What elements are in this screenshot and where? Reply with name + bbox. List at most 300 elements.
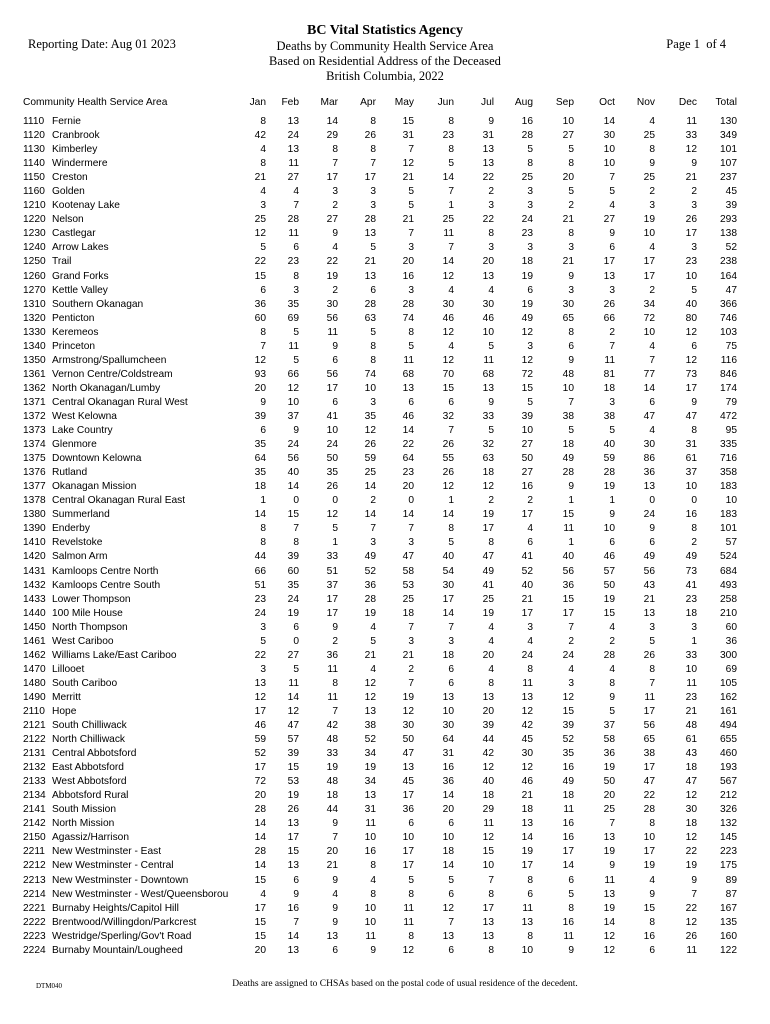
chsa-code: 1350 [23,354,46,366]
month-count: 9 [568,944,574,956]
month-count: 17 [685,382,697,394]
month-count: 9 [488,116,494,127]
month-count: 23 [685,593,697,605]
month-count: 12 [685,790,697,802]
month-count: 80 [685,312,697,324]
month-count: 6 [370,284,376,296]
chsa-name: Okanagan Mission [52,481,137,493]
month-count: 25 [364,467,376,479]
row-total: 237 [720,172,737,184]
month-count: 19 [643,860,655,872]
month-count: 9 [649,158,655,170]
month-count: 36 [643,467,655,479]
month-count: 8 [568,158,574,170]
month-count: 6 [609,537,615,549]
month-count: 33 [685,130,697,142]
month-count: 39 [521,410,533,422]
month-count: 1 [568,495,574,507]
month-count: 2 [408,663,414,675]
month-count: 11 [288,677,299,689]
month-count: 14 [254,509,266,521]
chsa-name: Glenmore [52,439,97,451]
row-total: 366 [720,298,737,310]
month-count: 3 [527,242,533,254]
month-count: 56 [643,720,655,732]
month-count: 4 [370,663,376,675]
month-count: 37 [685,467,697,479]
month-count: 4 [609,200,615,212]
month-count: 10 [685,481,697,493]
month-count: 0 [293,495,299,507]
month-count: 66 [603,312,615,324]
chsa-code: 1431 [23,565,46,577]
month-count: 11 [563,930,574,942]
month-count: 13 [364,270,376,282]
month-count: 5 [260,242,266,254]
month-count: 25 [603,804,615,816]
month-count: 68 [482,368,494,380]
row-total: 10 [725,495,737,507]
column-header: Oct [599,97,615,108]
month-count: 38 [603,410,615,422]
month-count: 39 [287,748,299,760]
month-count: 43 [685,748,697,760]
month-count: 8 [370,144,376,156]
month-count: 23 [287,256,299,268]
month-count: 4 [370,621,376,633]
month-count: 4 [649,340,655,352]
month-count: 7 [293,916,299,928]
month-count: 56 [326,368,338,380]
chsa-name: North Thompson [52,621,128,633]
month-count: 1 [568,537,574,549]
month-count: 7 [370,523,376,535]
month-count: 73 [685,368,697,380]
month-count: 0 [691,495,697,507]
chsa-code: 1320 [23,312,46,324]
month-count: 3 [488,200,494,212]
chsa-code: 1380 [23,509,46,521]
month-count: 9 [568,481,574,493]
month-count: 38 [643,748,655,760]
row-total: 494 [720,720,737,732]
month-count: 3 [649,200,655,212]
reporting-date: Reporting Date: Aug 01 2023 [28,37,176,51]
month-count: 8 [260,523,266,535]
month-count: 26 [287,804,299,816]
month-count: 30 [482,298,494,310]
month-count: 30 [562,298,574,310]
row-total: 175 [720,860,737,872]
month-count: 5 [408,340,414,352]
month-count: 21 [364,256,376,268]
month-count: 19 [521,846,533,858]
month-count: 16 [442,762,454,774]
row-total: 684 [720,565,737,577]
chsa-code: 1420 [23,551,46,563]
month-count: 8 [488,888,494,900]
month-count: 64 [254,453,266,465]
month-count: 69 [287,312,299,324]
chsa-name: Lower Thompson [52,593,131,605]
chsa-name: Creston [52,172,88,184]
month-count: 23 [685,256,697,268]
chsa-name: Kamloops Centre South [52,579,161,591]
row-total: 212 [720,790,737,802]
month-count: 18 [442,649,454,661]
month-count: 9 [293,888,299,900]
chsa-name: Princeton [52,340,96,352]
month-count: 19 [521,270,533,282]
month-count: 7 [408,677,414,689]
row-total: 89 [725,874,737,886]
month-count: 17 [643,762,655,774]
month-count: 5 [448,158,454,170]
month-count: 50 [326,453,338,465]
month-count: 27 [521,467,533,479]
chsa-name: Abbotsford Rural [52,790,129,802]
month-count: 10 [442,705,454,717]
month-count: 7 [448,916,454,928]
chsa-name: Agassiz/Harrison [52,832,129,844]
row-total: 122 [720,944,737,956]
month-count: 13 [482,144,494,156]
footer-note: Deaths are assigned to CHSAs based on the postal code of usual residence of the decedent. [232,979,578,989]
month-count: 17 [326,172,338,184]
month-count: 14 [287,691,299,703]
chsa-name: Windermere [52,158,108,170]
month-count: 17 [326,593,338,605]
month-count: 7 [649,677,655,689]
month-count: 46 [254,720,266,732]
month-count: 7 [448,242,454,254]
row-total: 161 [720,705,737,717]
month-count: 4 [488,663,494,675]
month-count: 54 [442,565,454,577]
chsa-code: 1220 [23,214,46,226]
month-count: 8 [649,818,655,830]
month-count: 14 [287,930,299,942]
month-count: 35 [326,467,338,479]
row-total: 101 [720,144,737,156]
month-count: 3 [527,186,533,198]
month-count: 20 [482,649,494,661]
month-count: 14 [254,832,266,844]
month-count: 7 [408,144,414,156]
month-count: 9 [370,944,376,956]
month-count: 19 [326,270,338,282]
month-count: 43 [643,579,655,591]
month-count: 19 [603,481,615,493]
month-count: 46 [521,776,533,788]
chsa-code: 2133 [23,776,46,788]
month-count: 18 [562,790,574,802]
month-count: 66 [254,565,266,577]
chsa-code: 1373 [23,425,46,437]
month-count: 19 [482,607,494,619]
month-count: 14 [442,172,454,184]
report-basis: Based on Residential Address of the Deceased [269,54,501,68]
month-count: 5 [370,242,376,254]
month-count: 6 [609,242,615,254]
month-count: 14 [402,425,414,437]
month-count: 25 [643,172,655,184]
month-count: 4 [488,284,494,296]
column-header: Apr [360,97,376,108]
month-count: 20 [254,382,266,394]
month-count: 21 [685,172,697,184]
chsa-code: 1362 [23,382,46,394]
chsa-code: 2141 [23,804,46,816]
month-count: 16 [562,818,574,830]
month-count: 5 [609,186,615,198]
month-count: 13 [482,158,494,170]
month-count: 68 [402,368,414,380]
month-count: 50 [402,734,414,746]
month-count: 8 [568,228,574,240]
month-count: 13 [521,818,533,830]
month-count: 15 [254,874,266,886]
month-count: 16 [521,116,533,127]
month-count: 61 [685,453,697,465]
month-count: 11 [686,116,697,127]
month-count: 64 [442,734,454,746]
month-count: 30 [643,439,655,451]
month-count: 5 [568,888,574,900]
month-count: 18 [482,467,494,479]
month-count: 59 [603,453,615,465]
month-count: 11 [563,523,574,535]
month-count: 17 [603,256,615,268]
month-count: 2 [691,186,697,198]
month-count: 9 [609,509,615,521]
month-count: 11 [327,663,338,675]
chsa-code: 1410 [23,537,46,549]
month-count: 9 [609,691,615,703]
month-count: 4 [448,284,454,296]
month-count: 14 [442,790,454,802]
month-count: 4 [370,874,376,886]
row-total: 716 [720,453,737,465]
month-count: 12 [402,944,414,956]
month-count: 6 [448,944,454,956]
chsa-code: 2131 [23,748,46,760]
month-count: 17 [685,228,697,240]
chsa-name: North Mission [52,818,115,830]
month-count: 15 [562,509,574,521]
row-total: 293 [720,214,737,226]
month-count: 13 [603,888,615,900]
month-count: 9 [293,425,299,437]
chsa-code: 1240 [23,242,46,254]
month-count: 8 [370,354,376,366]
month-count: 50 [603,776,615,788]
chsa-code: 1340 [23,340,46,352]
month-count: 6 [408,818,414,830]
month-count: 4 [527,523,533,535]
month-count: 2 [370,495,376,507]
month-count: 60 [254,312,266,324]
month-count: 4 [527,635,533,647]
chsa-code: 1310 [23,298,46,310]
chsa-code: 1210 [23,200,46,212]
month-count: 57 [603,565,615,577]
month-count: 14 [326,116,338,127]
month-count: 17 [521,509,533,521]
month-count: 22 [482,214,494,226]
month-count: 24 [521,649,533,661]
chsa-code: 2122 [23,734,46,746]
month-count: 8 [691,425,697,437]
month-count: 16 [364,846,376,858]
month-count: 15 [287,846,299,858]
row-total: 210 [720,607,737,619]
month-count: 13 [442,930,454,942]
month-count: 13 [643,607,655,619]
month-count: 12 [442,270,454,282]
month-count: 0 [649,495,655,507]
month-count: 9 [649,888,655,900]
month-count: 33 [685,649,697,661]
month-count: 6 [649,537,655,549]
month-count: 53 [402,579,414,591]
month-count: 10 [643,326,655,338]
month-count: 25 [643,130,655,142]
row-total: 846 [720,368,737,380]
month-count: 20 [442,804,454,816]
month-count: 17 [643,270,655,282]
row-total: 107 [720,158,737,170]
month-count: 7 [609,818,615,830]
month-count: 17 [326,607,338,619]
chsa-code: 2214 [23,888,46,900]
month-count: 18 [521,256,533,268]
month-count: 36 [562,579,574,591]
month-count: 21 [643,593,655,605]
chsa-name: Kettle Valley [52,284,108,296]
chsa-code: 2150 [23,832,46,844]
chsa-code: 1372 [23,410,46,422]
chsa-name: South Mission [52,804,116,816]
chsa-name: South Chilliwack [52,720,127,732]
column-header: Nov [636,97,655,108]
month-count: 3 [609,396,615,408]
month-count: 27 [287,172,299,184]
month-count: 1 [448,200,454,212]
month-count: 21 [685,705,697,717]
chsa-code: 1390 [23,523,46,535]
month-count: 33 [326,748,338,760]
chsa-name: Arrow Lakes [52,242,109,254]
month-count: 47 [402,748,414,760]
month-count: 40 [482,776,494,788]
chsa-name: 100 Mile House [52,607,123,619]
month-count: 27 [326,214,338,226]
row-total: 135 [720,916,737,928]
month-count: 7 [260,340,266,352]
month-count: 0 [408,495,414,507]
month-count: 25 [254,214,266,226]
month-count: 81 [603,368,615,380]
month-count: 2 [488,186,494,198]
month-count: 13 [521,691,533,703]
month-count: 30 [402,720,414,732]
month-count: 35 [287,298,299,310]
month-count: 22 [254,256,266,268]
month-count: 11 [365,930,376,942]
month-count: 12 [402,705,414,717]
chsa-name: Keremeos [52,326,99,338]
month-count: 7 [293,523,299,535]
month-count: 58 [603,734,615,746]
chsa-code: 2132 [23,762,46,774]
chsa-name: Hope [52,705,77,717]
month-count: 49 [521,312,533,324]
month-count: 15 [287,509,299,521]
month-count: 6 [649,944,655,956]
month-count: 23 [442,130,454,142]
month-count: 10 [521,425,533,437]
chsa-code: 1150 [23,172,45,184]
column-header: Jul [480,97,494,108]
month-count: 7 [649,354,655,366]
month-count: 3 [527,200,533,212]
month-count: 8 [527,663,533,675]
month-count: 36 [364,579,376,591]
month-count: 33 [482,410,494,422]
chsa-code: 2110 [23,705,45,717]
month-count: 22 [402,439,414,451]
row-total: 183 [720,509,737,521]
month-count: 40 [562,551,574,563]
month-count: 3 [649,621,655,633]
month-count: 19 [482,509,494,521]
month-count: 4 [609,663,615,675]
chsa-name: Nelson [52,214,84,226]
month-count: 13 [364,705,376,717]
month-count: 59 [254,734,266,746]
month-count: 3 [370,537,376,549]
month-count: 12 [442,481,454,493]
month-count: 13 [287,944,299,956]
month-count: 23 [402,467,414,479]
month-count: 13 [442,691,454,703]
month-count: 46 [482,312,494,324]
month-count: 24 [326,439,338,451]
month-count: 11 [403,916,414,928]
month-count: 1 [332,537,338,549]
month-count: 4 [260,888,266,900]
row-total: 103 [720,326,737,338]
month-count: 9 [691,158,697,170]
month-count: 22 [482,172,494,184]
month-count: 10 [562,382,574,394]
month-count: 13 [482,270,494,282]
row-total: 746 [720,312,737,324]
chsa-code: 1110 [23,116,45,127]
month-count: 27 [521,439,533,451]
month-count: 28 [402,298,414,310]
month-count: 7 [448,425,454,437]
chsa-code: 1330 [23,326,46,338]
month-count: 3 [527,621,533,633]
month-count: 19 [521,298,533,310]
month-count: 3 [568,242,574,254]
month-count: 28 [521,130,533,142]
chsa-code: 1461 [23,635,46,647]
month-count: 3 [527,340,533,352]
month-count: 2 [649,284,655,296]
